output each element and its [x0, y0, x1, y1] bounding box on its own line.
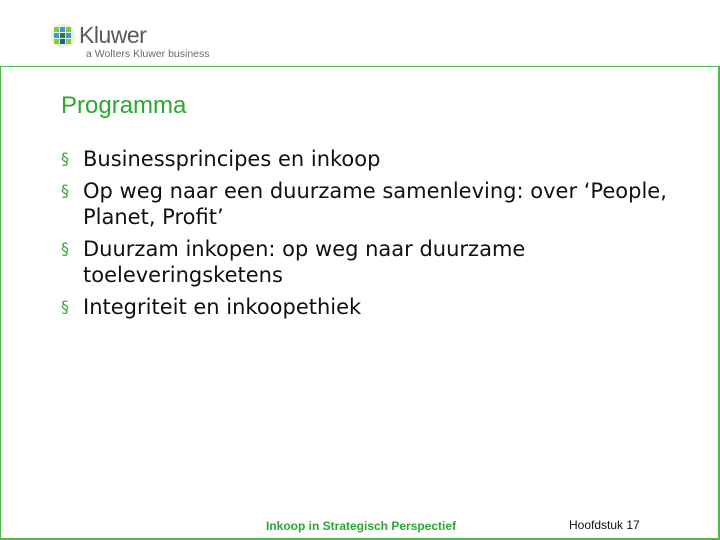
bullet-icon: § [61, 181, 69, 200]
bullet-item [61, 236, 681, 288]
bullet-text: Duurzam inkopen: op weg naar duurzame toeleveringsketens [83, 237, 526, 287]
bullet-item [61, 294, 681, 320]
bullet-text: Businessprincipes en inkoop [83, 147, 381, 171]
bullet-text: Integriteit en inkoopethiek [83, 295, 362, 319]
bullet-icon: § [61, 297, 69, 316]
footer-book-title: Inkoop in Strategisch Perspectief [266, 519, 457, 533]
slide-title: Programma [61, 92, 187, 119]
logo-tagline: a Wolters Kluwer business [86, 48, 210, 60]
kluwer-logo [50, 20, 230, 64]
bullet-icon: § [61, 149, 69, 168]
bullet-list [61, 146, 681, 326]
footer-chapter: Hoofdstuk 17 [569, 518, 640, 532]
bullet-text: Op weg naar een duurzame samenleving: over ‘People, Planet, Profit’ [83, 179, 667, 229]
bullet-item [61, 178, 681, 230]
bullet-item [61, 146, 681, 172]
logo-name: Kluwer [79, 22, 147, 48]
kluwer-globe-icon [50, 23, 76, 49]
bullet-icon: § [61, 239, 69, 258]
